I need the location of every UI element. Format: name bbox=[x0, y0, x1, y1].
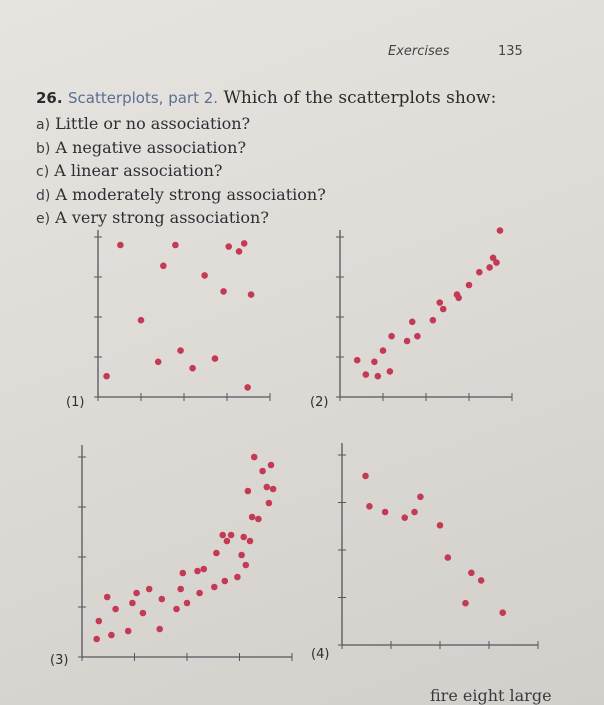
data-point bbox=[244, 384, 251, 391]
data-point bbox=[177, 586, 184, 593]
data-point bbox=[409, 319, 416, 326]
data-point bbox=[146, 586, 153, 593]
data-point bbox=[93, 636, 100, 643]
data-point bbox=[375, 373, 382, 380]
data-point bbox=[173, 606, 180, 613]
question-letter: b) bbox=[36, 140, 51, 157]
data-point bbox=[228, 532, 235, 539]
plot-label: (4) bbox=[311, 647, 330, 662]
footer-text: fire eight large bbox=[430, 686, 552, 705]
data-point bbox=[268, 462, 275, 469]
data-point bbox=[212, 355, 219, 362]
data-point bbox=[129, 600, 136, 607]
data-point bbox=[476, 269, 483, 276]
data-point bbox=[387, 368, 394, 375]
data-point bbox=[138, 317, 145, 324]
data-point bbox=[354, 357, 361, 364]
data-point bbox=[196, 590, 203, 597]
scatterplot-2 bbox=[50, 445, 292, 668]
data-point bbox=[380, 347, 387, 354]
plot-label: (1) bbox=[66, 395, 85, 410]
data-point bbox=[371, 359, 378, 366]
data-point bbox=[133, 590, 140, 597]
data-point bbox=[259, 468, 266, 475]
data-point bbox=[238, 552, 245, 559]
data-point bbox=[112, 606, 119, 613]
data-point bbox=[251, 454, 258, 461]
scatterplot-1 bbox=[310, 227, 512, 410]
data-point bbox=[240, 534, 247, 541]
question-letter: e) bbox=[36, 211, 51, 227]
data-point bbox=[245, 488, 252, 495]
data-point bbox=[247, 538, 254, 545]
data-point bbox=[264, 484, 271, 491]
data-point bbox=[437, 522, 444, 529]
question-text: A moderately strong association? bbox=[55, 184, 326, 204]
data-point bbox=[401, 514, 408, 521]
question-text: A very strong association? bbox=[55, 208, 269, 227]
question-letter: d) bbox=[36, 187, 51, 204]
data-point bbox=[411, 509, 418, 516]
data-point bbox=[436, 299, 443, 306]
page-number: 135 bbox=[498, 44, 523, 59]
data-point bbox=[177, 347, 184, 354]
data-point bbox=[189, 365, 196, 372]
data-point bbox=[213, 550, 220, 557]
data-point bbox=[493, 259, 500, 266]
data-point bbox=[366, 503, 373, 510]
data-point bbox=[211, 584, 218, 591]
data-point bbox=[155, 359, 162, 366]
data-point bbox=[159, 596, 166, 603]
data-point bbox=[249, 514, 256, 521]
data-point bbox=[225, 243, 232, 250]
data-point bbox=[96, 618, 103, 625]
data-point bbox=[103, 373, 110, 380]
data-point bbox=[194, 568, 201, 575]
data-point bbox=[414, 333, 421, 340]
data-point bbox=[241, 240, 248, 247]
data-point bbox=[255, 516, 262, 523]
plot-label: (3) bbox=[50, 653, 69, 668]
data-point bbox=[404, 338, 411, 345]
data-point bbox=[224, 538, 231, 545]
plot-label: (2) bbox=[310, 395, 329, 410]
data-point bbox=[125, 628, 132, 635]
data-point bbox=[466, 282, 473, 289]
data-point bbox=[117, 242, 124, 249]
question-text: A negative association? bbox=[55, 137, 247, 157]
data-point bbox=[156, 626, 163, 633]
question-text: A linear association? bbox=[54, 161, 223, 180]
data-point bbox=[440, 306, 447, 313]
data-point bbox=[497, 227, 504, 234]
exercise-topic: Scatterplots, part 2. bbox=[67, 89, 219, 107]
data-point bbox=[140, 610, 147, 617]
data-point bbox=[382, 509, 389, 516]
question-letter: a) bbox=[36, 117, 51, 133]
data-point bbox=[219, 532, 226, 539]
data-point bbox=[201, 272, 208, 279]
data-point bbox=[222, 578, 229, 585]
data-point bbox=[462, 600, 469, 607]
exercise-number: 26. bbox=[36, 89, 63, 107]
data-point bbox=[266, 500, 273, 507]
data-point bbox=[201, 566, 208, 573]
data-point bbox=[499, 609, 506, 616]
data-point bbox=[234, 574, 241, 581]
running-header: Exercises bbox=[388, 44, 450, 59]
data-point bbox=[363, 371, 370, 378]
data-point bbox=[243, 562, 250, 569]
data-point bbox=[184, 600, 191, 607]
question-letter: c) bbox=[36, 164, 50, 180]
data-point bbox=[468, 570, 475, 577]
scatterplot-3 bbox=[311, 443, 538, 662]
question-text: Little or no association? bbox=[55, 114, 251, 133]
data-point bbox=[160, 263, 167, 270]
data-point bbox=[172, 242, 179, 249]
data-point bbox=[430, 317, 437, 324]
data-point bbox=[455, 295, 462, 302]
data-point bbox=[388, 333, 395, 340]
data-point bbox=[486, 264, 493, 271]
data-point bbox=[108, 632, 115, 639]
exercise-prompt: Which of the scatterplots show: bbox=[223, 88, 497, 108]
data-point bbox=[270, 486, 277, 493]
data-point bbox=[362, 473, 369, 480]
data-point bbox=[236, 248, 243, 255]
data-point bbox=[180, 570, 187, 577]
data-point bbox=[478, 577, 485, 584]
data-point bbox=[220, 288, 227, 295]
data-point bbox=[417, 494, 424, 501]
data-point bbox=[104, 594, 111, 601]
data-point bbox=[445, 554, 452, 561]
data-point bbox=[248, 291, 255, 298]
